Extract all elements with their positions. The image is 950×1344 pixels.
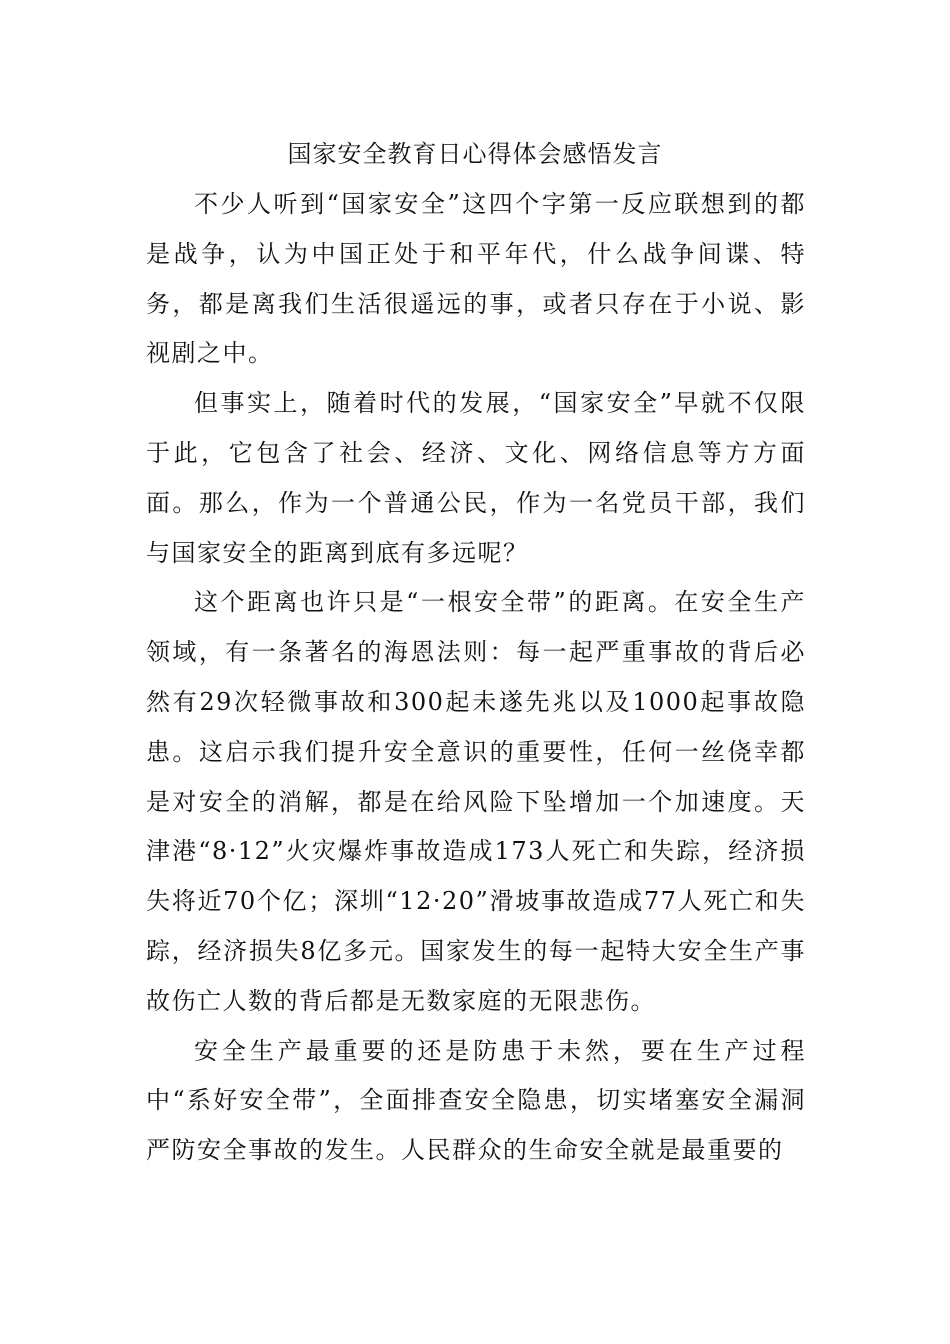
paragraph-4: 安全生产最重要的还是防患于未然，要在生产过程中“系好安全带”，全面排查安全隐患，切实堵塞安全漏洞严防安全事故的发生。人民群众的生命安全就是最重要的 [146,1036,806,1165]
paragraph-2: 但事实上，随着时代的发展，“国家安全”早就不仅限于此，它包含了社会、经济、文化、网络信息等方方面面。那么，作为一个普通公民，作为一名党员干部，我们与国家安全的距离到底有多远呢？ [146,389,806,567]
document-title: 国家安全教育日心得体会感悟发言 [287,140,663,168]
paragraph-3: 这个距离也许只是“一根安全带”的距离。在安全生产领域，有一条著名的海恩法则：每一起严重事故的背后必然有29次轻微事故和300起未遂先兆以及1000起事故隐患。这启示我们提升安全意识的重要性，任何一丝侥幸都是对安全的消解，都是在给风险下坠增加一个加速度。天津港“8·12”火灾爆炸事故造成173人死亡和失踪，经济损失将近70个亿；深圳“12·20”滑坡事故造成77人死亡和失踪，经济损失8亿多元。国家发生的每一起特大安全生产事故伤亡人数的背后都是无数家庭的无限悲伤。 [146,588,806,1015]
paragraph-1: 不少人听到“国家安全”这四个字第一反应联想到的都是战争，认为中国正处于和平年代，什么战争间谍、特务，都是离我们生活很遥远的事，或者只存在于小说、影视剧之中。 [146,190,806,368]
document-body [146,180,806,1176]
